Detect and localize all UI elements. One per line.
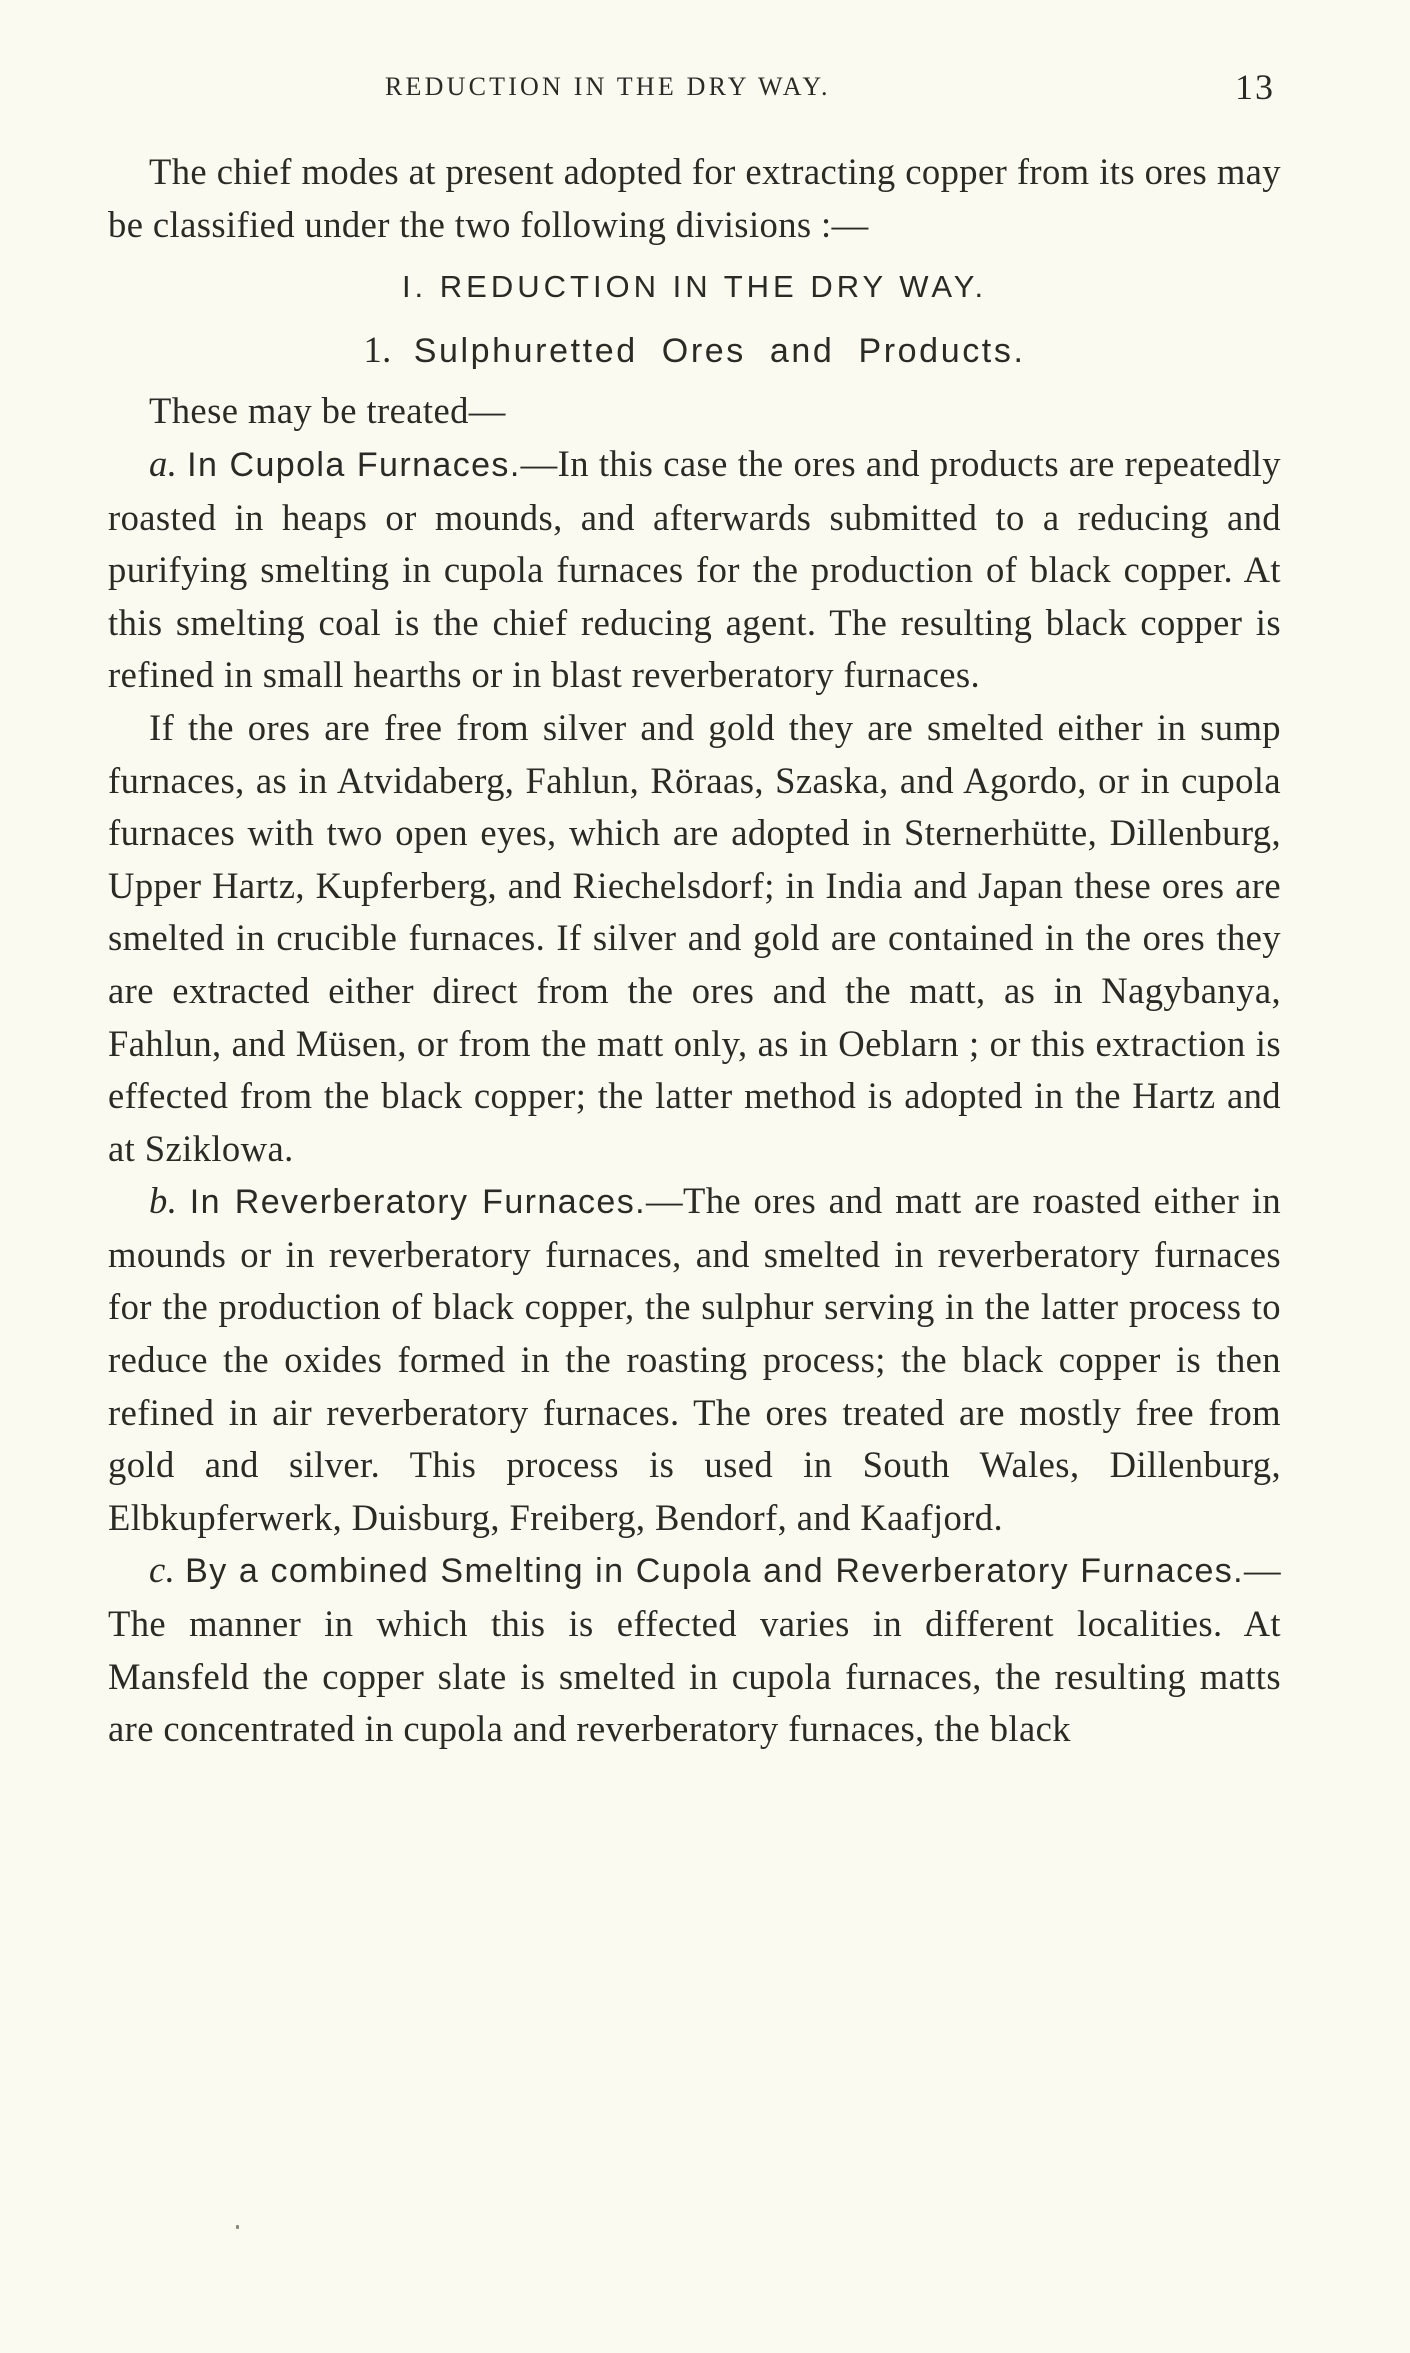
item-c-text: —The manner in which this is effected varies in different localities. At Mansfeld the copper slate is smelted in cupola furnaces, the resulting matts are concentrated in cupola and reverberatory furnaces, the black bbox=[108, 1549, 1282, 1750]
section-heading: I. REDUCTION IN THE DRY WAY. bbox=[401, 269, 988, 305]
silver-gold-paragraph: If the ores are free from silver and gold they are smelted either in sump furnaces, as in Atvidaberg, Fahlun, Röraas, Szaska, and Agordo, or in cupola furnaces with two open eyes, which are adopted in Sternerhütte, Dillenburg, Upper Hartz, Kupferberg, and Riechelsdorf; in India and Japan these ores are smelted in crucible furnaces. If silver and gold are contained in the ores they are extracted either direct from the ores and the matt, as in Nagybanya, Fahlun, and Müsen, or from the matt only, as in Oeblarn ; or this extraction is effected from the black copper; the latter method is adopted in the Hartz and at Sziklowa. bbox=[108, 706, 1281, 1169]
item-a-letter: a. bbox=[149, 442, 178, 484]
running-head: REDUCTION IN THE DRY WAY. bbox=[385, 72, 831, 101]
item-c-title: By a combined Smelting in Cupola and Reverberatory Furnaces. bbox=[185, 1552, 1245, 1591]
item-b-title: In Reverberatory Furnaces. bbox=[189, 1183, 646, 1222]
subsection-heading bbox=[108, 324, 1281, 378]
item-b-letter: b. bbox=[149, 1180, 178, 1222]
page-number: 13 bbox=[1235, 67, 1275, 107]
subsection-title: Sulphuretted Ores and Products. bbox=[413, 331, 1026, 370]
item-c-letter: c. bbox=[149, 1549, 176, 1591]
paper-speck bbox=[236, 2225, 239, 2229]
item-c-paragraph bbox=[108, 1544, 1281, 1755]
item-b-text: —The ores and matt are roasted either in mounds or in reverberatory furnaces, and smelted in reverberatory furnaces for the production of black copper, the sulphur serving in the latter process to reduce the oxides formed in the roasting process; the black copper is then refined in air reverberatory furnaces. The ores treated are mostly free from gold and silver. This process is used in South Wales, Dillenburg, Elbkupferwerk, Duisburg, Freiberg, Bendorf, and Kaafjord. bbox=[108, 1180, 1282, 1538]
item-b-paragraph bbox=[108, 1175, 1281, 1544]
subsection-number: 1. bbox=[363, 328, 392, 370]
item-a-text: —In this case the ores and products are repeatedly roasted in heaps or mounds, and afterwards submitted to a reducing and purifying smelting in cupola furnaces for the production of black copper. At this smelting coal is the chief reducing agent. The resulting black copper is refined in small hearths or in blast reverberatory furnaces. bbox=[108, 442, 1281, 696]
intro-paragraph: The chief modes at present adopted for extracting copper from its ores may be classified under the two following divisions :— bbox=[108, 151, 1281, 245]
page-body bbox=[108, 146, 1281, 1756]
item-a-title: In Cupola Furnaces. bbox=[187, 445, 521, 484]
treated-intro: These may be treated— bbox=[149, 390, 506, 432]
item-a-paragraph bbox=[108, 438, 1281, 702]
